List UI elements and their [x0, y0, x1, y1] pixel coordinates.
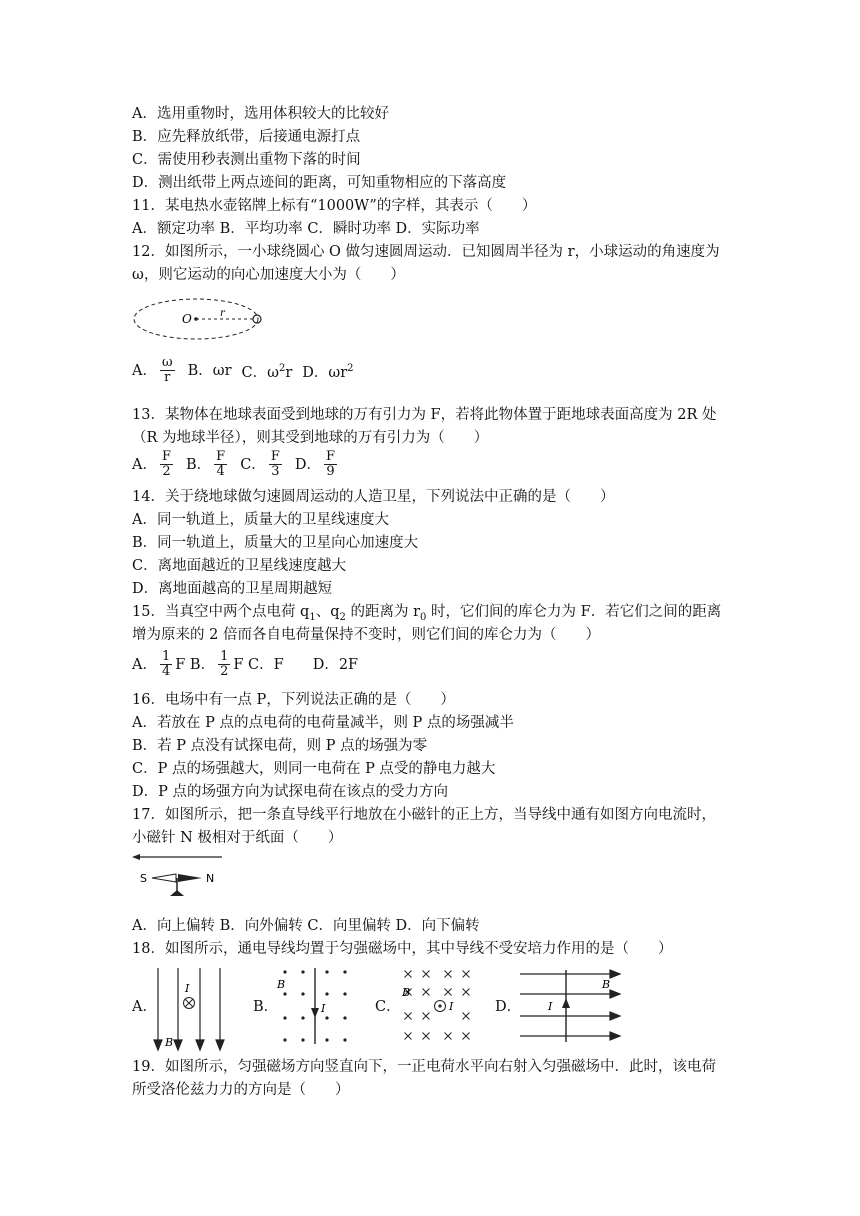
q15-option-b-rest: F C．F D．2F	[233, 656, 359, 673]
q18-figure-c	[396, 966, 476, 1046]
label-i: I	[548, 1000, 553, 1013]
q17-options: A．向上偏转 B．向外偏转 C．向里偏转 D．向下偏转	[132, 918, 480, 934]
q14-stem: 14．关于绕地球做匀速圆周运动的人造卫星，下列说法中正确的是（ ）	[132, 489, 615, 505]
q13-option-c-fraction: $\frac{F}{3}$	[270, 449, 280, 479]
q12-option-c: C．$\omega^2r$	[241, 362, 293, 381]
label-r: r	[220, 308, 225, 319]
q15-stem-line1: 15．当真空中两个点电荷 $q_1$、$q_2$ 的距离为 $r_0$ 时，它们间的库仑力为 F．若它们之间的距离	[132, 604, 722, 623]
q13-option-c-label: C．	[240, 456, 266, 473]
q13-option-b-label: B．	[186, 456, 212, 473]
q17-stem-line2: 小磁针 N 极相对于纸面（ ）	[132, 830, 343, 846]
q10-option-a: A．选用重物时，选用体积较大的比较好	[132, 106, 389, 122]
label-i: I	[321, 1002, 326, 1015]
q14-option-b: B．同一轨道上，质量大的卫星向心加速度大	[132, 535, 419, 551]
q12-options	[132, 356, 354, 385]
q10-option-b: B．应先释放纸带，后接通电源打点	[132, 129, 361, 145]
q13-option-a-label: A．	[132, 456, 157, 473]
q18-label-a: A．	[132, 999, 157, 1015]
q13-option-d-label: D．	[294, 456, 321, 473]
q11-options: A．额定功率 B．平均功率 C．瞬时功率 D．实际功率	[132, 221, 480, 237]
label-n: N	[206, 872, 215, 885]
q18-label-c: C．	[375, 999, 401, 1015]
label-o: O	[182, 312, 192, 326]
q13-options	[132, 450, 340, 479]
label-b: B	[277, 978, 286, 991]
q15-options	[132, 650, 358, 679]
q14-option-d: D．离地面越高的卫星周期越短	[132, 581, 333, 597]
q12-option-a-fraction: $\frac{\omega}{r}$	[161, 355, 173, 385]
label-i: I	[449, 1000, 454, 1013]
q15-option-a-rest: F B．	[175, 656, 216, 673]
q16-option-c: C．P 点的场强越大，则同一电荷在 P 点受的静电力越大	[132, 761, 496, 777]
q15-stem-line2: 增为原来的 2 倍而各自电荷量保持不变时，则它们间的库仑力为（ ）	[132, 627, 600, 643]
circular-motion-figure	[132, 292, 272, 346]
q12-stem-line1: 12．如图所示，一小球绕圆心 O 做匀速圆周运动．已知圆周半径为 r，小球运动的角速度为	[132, 244, 720, 260]
q10-option-d: D．测出纸带上两点迹间的距离，可知重物相应的下落高度	[132, 175, 507, 191]
compass-wire-figure	[130, 852, 230, 904]
q12-option-a-label: A．	[132, 362, 157, 379]
q13-stem-line2: （R 为地球半径），则其受到地球的万有引力为（ ）	[132, 430, 489, 446]
q18-figure-d	[516, 966, 626, 1044]
q13-option-a-fraction: $\frac{F}{2}$	[161, 449, 172, 479]
q18-stem: 18．如图所示，通电导线均置于匀强磁场中，其中导线不受安培力作用的是（ ）	[132, 941, 673, 957]
q13-option-d-fraction: $\frac{F}{9}$	[325, 449, 336, 479]
q13-stem-line1: 13．某物体在地球表面受到地球的万有引力为 F，若将此物体置于距地球表面高度为 2R 处	[132, 407, 717, 423]
q15-option-a-label: A．	[132, 656, 157, 673]
q13-option-b-fraction: $\frac{F}{4}$	[216, 449, 226, 479]
q16-option-b: B．若 P 点没有试探电荷，则 P 点的场强为零	[132, 738, 428, 754]
q16-stem: 16．电场中有一点 P，下列说法正确的是（ ）	[132, 692, 455, 708]
q18-label-b: B．	[253, 999, 279, 1015]
label-s: S	[140, 872, 147, 885]
q18-figure-a	[150, 964, 228, 1052]
q17-stem-line1: 17．如图所示，把一条直导线平行地放在小磁针的正上方，当导线中通有如图方向电流时，	[132, 807, 716, 823]
q18-label-d: D．	[495, 999, 522, 1015]
label-i: I	[185, 982, 190, 995]
q14-option-a: A．同一轨道上，质量大的卫星线速度大	[132, 512, 389, 528]
q18-figure-b	[275, 966, 355, 1048]
q10-option-c: C．需使用秒表测出重物下落的时间	[132, 152, 361, 168]
q12-stem-line2: ω，则它运动的向心加速度大小为（ ）	[132, 267, 405, 283]
q16-option-d: D．P 点的场强方向为试探电荷在该点的受力方向	[132, 784, 448, 800]
q19-stem-line1: 19．如图所示，匀强磁场方向竖直向下，一正电荷水平向右射入匀强磁场中．此时，该电荷	[132, 1059, 716, 1075]
label-b: B	[602, 978, 611, 991]
q15-option-a-fraction: $\frac{1}{4}$	[161, 649, 171, 679]
label-b: B	[402, 986, 411, 999]
q11-stem: 11．某电热水壶铭牌上标有“1000W”的字样，其表示（ ）	[132, 198, 537, 214]
q14-option-c: C．离地面越近的卫星线速度越大	[132, 558, 347, 574]
q19-stem-line2: 所受洛伦兹力力的方向是（ ）	[132, 1082, 350, 1098]
q15-option-b-fraction: $\frac{1}{2}$	[220, 649, 229, 679]
q12-option-d: D．$\omega r^2$	[302, 362, 354, 381]
label-b: B	[165, 1036, 174, 1049]
q16-option-a: A．若放在 P 点的点电荷的电荷量减半，则 P 点的场强减半	[132, 715, 514, 731]
q12-option-b: B．ωr	[187, 362, 232, 379]
